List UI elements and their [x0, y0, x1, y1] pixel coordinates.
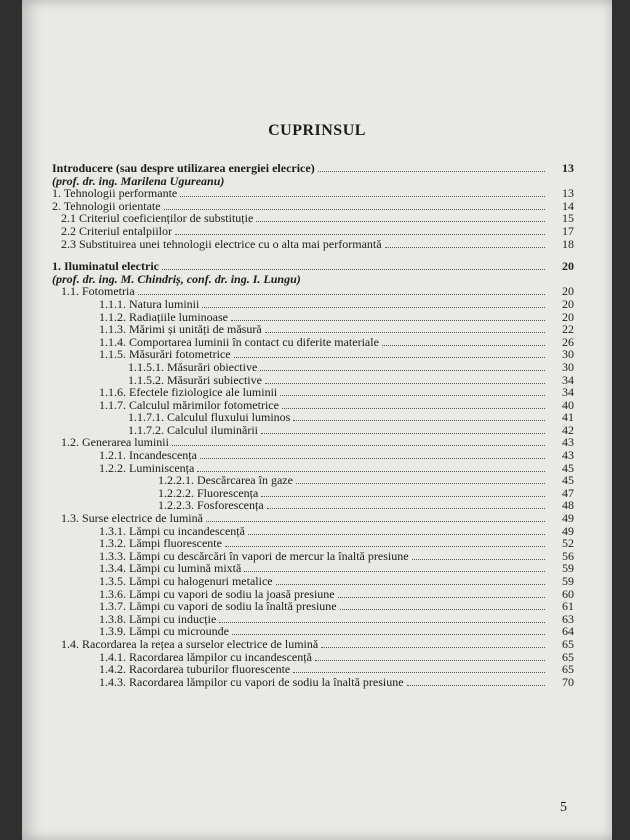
- toc-entry-label: (prof. dr. ing. Marilena Ugureanu): [52, 173, 225, 188]
- toc-entry-page: 45: [562, 473, 574, 488]
- toc-leader-dots: [206, 512, 545, 522]
- toc-entry-page: 42: [562, 422, 574, 437]
- toc-leader-dots: [202, 298, 545, 308]
- toc-leader-dots: [412, 550, 545, 560]
- toc-entry-page: 22: [562, 322, 574, 337]
- toc-entry-label: 1.1. Fotometria: [61, 284, 135, 299]
- toc-entry-label: 1.3.8. Lămpi cu inducție: [99, 611, 217, 626]
- toc-entry-label: 1.4.2. Racordarea tuburilor fluorescente: [99, 662, 291, 677]
- toc-entry-page: 61: [562, 599, 574, 614]
- toc-entry-label: 1.1.4. Comportarea luminii în contact cu diferite materiale: [99, 334, 379, 349]
- toc-entry-label: 1. Tehnologii performante: [52, 186, 178, 201]
- toc-entry-page: 14: [562, 198, 574, 213]
- toc-leader-dots: [260, 361, 545, 371]
- toc-entry-page: 13: [562, 186, 574, 201]
- toc-entry-label: 1.3.7. Lămpi cu vapori de sodiu la înaltă presiune: [99, 599, 337, 614]
- toc-entry-page: 18: [562, 236, 574, 251]
- toc-entry: [52, 298, 574, 311]
- toc-entry: [52, 638, 574, 651]
- toc-leader-dots: [293, 411, 545, 421]
- toc-entry-label: 1.3.4. Lămpi cu lumină mixtă: [99, 561, 242, 576]
- toc-leader-dots: [276, 575, 545, 585]
- toc-entry: [52, 411, 574, 424]
- toc-leader-dots: [261, 487, 545, 497]
- toc-leader-dots: [175, 225, 545, 235]
- toc-entry: [52, 663, 574, 676]
- toc-entry-label: 1.1.1. Natura luminii: [99, 296, 200, 311]
- toc-entry: [52, 487, 574, 500]
- toc-leader-dots: [232, 625, 545, 635]
- toc-entry-page: 59: [562, 561, 574, 576]
- toc-entry-page: 59: [562, 574, 574, 588]
- toc-entry-label: 1.3.5. Lămpi cu halogenuri metalice: [99, 574, 273, 588]
- toc-leader-dots: [318, 162, 545, 172]
- toc-entry-label: 1.3.6. Lămpi cu vapori de sodiu la joasă presiune: [99, 586, 335, 601]
- toc-entry: [52, 449, 574, 462]
- toc-entry-label: 1.3.3. Lămpi cu descărcări în vapori de mercur la înaltă presiune: [99, 548, 409, 563]
- toc-leader-dots: [231, 311, 545, 321]
- toc-entry-label: 1.1.7.2. Calculul iluminării: [128, 422, 258, 437]
- toc-entry-label: 1.1.6. Efectele fiziologice ale luminii: [99, 385, 278, 400]
- toc-entry-page: 20: [562, 309, 574, 324]
- toc-entry-label: 1.2.2. Luminiscența: [99, 460, 195, 475]
- toc-entry-label: Introducere (sau despre utilizarea energiei elecrice): [52, 161, 315, 175]
- toc-leader-dots: [256, 212, 545, 222]
- toc-leader-dots: [340, 600, 545, 610]
- toc-entry-page: 70: [562, 674, 574, 689]
- toc-leader-dots: [248, 525, 545, 535]
- toc-leader-dots: [244, 562, 545, 572]
- toc-entry-page: 17: [562, 223, 574, 238]
- toc-entry-label: 1.1.5.1. Măsurări obiective: [128, 359, 258, 374]
- toc-entry-label: 2.3 Substituirea unei tehnologii electrice cu o alta mai performantă: [61, 236, 382, 251]
- toc-entry-label: 1.2. Generarea luminii: [61, 435, 169, 450]
- toc-entry-page: 20: [562, 296, 574, 311]
- toc-entry-label: 1.4. Racordarea la rețea a surselor electrice de lumină: [61, 636, 319, 651]
- toc-leader-dots: [225, 537, 545, 547]
- toc-entry-label: 2. Tehnologii orientate: [52, 198, 161, 213]
- toc-entry-page: 20: [562, 259, 574, 274]
- toc-entry: [52, 323, 574, 336]
- toc-leader-dots: [407, 676, 545, 686]
- table-of-contents: [52, 162, 574, 688]
- toc-entry-label: 1.2.2.2. Fluorescența: [158, 485, 259, 500]
- toc-entry-label: 1.1.5. Măsurări fotometrice: [99, 347, 231, 362]
- toc-leader-dots: [164, 200, 545, 210]
- toc-entry-label: 1. Iluminatul electric: [52, 259, 159, 274]
- toc-leader-dots: [197, 462, 545, 472]
- toc-entry-label: 1.1.2. Radiațiile luminoase: [99, 309, 228, 324]
- toc-entry-page: 65: [562, 636, 574, 651]
- toc-leader-dots: [265, 323, 545, 333]
- toc-leader-dots: [382, 336, 545, 346]
- toc-entry-label: 1.1.7. Calculul mărimilor fotometrice: [99, 397, 279, 412]
- toc-entry-label: 1.3.1. Lămpi cu incandescență: [99, 523, 245, 538]
- toc-leader-dots: [385, 238, 545, 248]
- toc-entry-label: 1.1.3. Mărimi și unități de măsură: [99, 322, 262, 337]
- toc-entry-page: 40: [562, 397, 574, 412]
- toc-entry-page: 26: [562, 334, 574, 349]
- toc-entry: [52, 225, 574, 238]
- toc-entry-page: 52: [562, 536, 574, 551]
- toc-leader-dots: [172, 436, 545, 446]
- toc-leader-dots: [261, 424, 545, 434]
- toc-entry: [52, 537, 574, 550]
- toc-entry-page: 49: [562, 511, 574, 526]
- toc-entry-label: 1.4.3. Racordarea lămpilor cu vapori de sodiu la înaltă presiune: [99, 674, 404, 689]
- toc-entry-page: 15: [562, 211, 574, 226]
- toc-entry-page: 13: [562, 161, 574, 175]
- toc-leader-dots: [321, 638, 545, 648]
- toc-leader-dots: [200, 449, 545, 459]
- toc-leader-dots: [265, 374, 545, 384]
- toc-leader-dots: [338, 588, 545, 598]
- toc-leader-dots: [180, 187, 545, 197]
- toc-entry-label: 1.1.5.2. Măsurări subiective: [128, 372, 262, 387]
- toc-entry-label: 1.4.1. Racordarea lămpilor cu incandescență: [99, 649, 312, 664]
- toc-entry-label: 1.3.9. Lămpi cu microunde: [99, 624, 229, 639]
- page-number: 5: [560, 800, 567, 815]
- toc-entry-label: (prof. dr. ing. M. Chindriș, conf. dr. ing. I. Lungu): [52, 271, 301, 286]
- toc-entry-label: 1.3.2. Lămpi fluorescente: [99, 536, 222, 551]
- toc-entry: [52, 386, 574, 399]
- toc-entry-label: 1.2.1. Incandescența: [99, 448, 197, 463]
- toc-leader-dots: [282, 399, 545, 409]
- toc-entry-page: 41: [562, 410, 574, 425]
- toc-entry-page: 30: [562, 359, 574, 374]
- toc-entry-page: 34: [562, 372, 574, 387]
- toc-leader-dots: [267, 499, 545, 509]
- toc-entry-page: 63: [562, 611, 574, 626]
- toc-entry: [52, 260, 574, 273]
- toc-leader-dots: [293, 663, 545, 673]
- toc-entry: [52, 575, 574, 588]
- toc-entry-page: 30: [562, 347, 574, 362]
- toc-entry: [52, 474, 574, 487]
- toc-entry-page: 60: [562, 586, 574, 601]
- toc-entry-page: 56: [562, 548, 574, 563]
- toc-entry-label: 1.3. Surse electrice de lumină: [61, 511, 203, 526]
- toc-leader-dots: [138, 285, 545, 295]
- toc-entry-page: 65: [562, 662, 574, 677]
- toc-entry-page: 65: [562, 649, 574, 664]
- toc-entry: [52, 162, 574, 175]
- toc-entry: [52, 361, 574, 374]
- toc-entry-page: 64: [562, 624, 574, 639]
- toc-entry: [52, 238, 574, 251]
- toc-entry-label: 1.2.2.1. Descărcarea în gaze: [158, 473, 293, 488]
- toc-entry: [52, 676, 574, 689]
- toc-entry-label: 2.2 Criteriul entalpiilor: [61, 223, 172, 238]
- toc-entry-page: 20: [562, 284, 574, 299]
- toc-entry-page: 49: [562, 523, 574, 538]
- toc-entry: [52, 512, 574, 525]
- toc-leader-dots: [296, 474, 545, 484]
- page-title: CUPRINSUL: [268, 122, 366, 139]
- toc-leader-dots: [219, 613, 545, 623]
- toc-leader-dots: [280, 386, 545, 396]
- toc-entry-page: 34: [562, 385, 574, 400]
- toc-entry-page: 43: [562, 448, 574, 463]
- toc-leader-dots: [315, 651, 545, 661]
- toc-entry-page: 45: [562, 460, 574, 475]
- toc-leader-dots: [234, 348, 545, 358]
- toc-entry-page: 48: [562, 498, 574, 513]
- toc-entry: [52, 462, 574, 475]
- toc-entry: [52, 187, 574, 200]
- toc-entry-label: 1.2.2.3. Fosforescența: [158, 498, 264, 513]
- toc-entry: [52, 600, 574, 613]
- toc-entry-label: 2.1 Criteriul coeficienților de substituție: [61, 211, 254, 226]
- book-page: [22, 0, 612, 840]
- toc-entry-label: 1.1.7.1. Calculul fluxului luminos: [128, 410, 291, 425]
- toc-entry-page: 43: [562, 435, 574, 450]
- toc-leader-dots: [162, 260, 545, 270]
- toc-entry-page: 47: [562, 485, 574, 500]
